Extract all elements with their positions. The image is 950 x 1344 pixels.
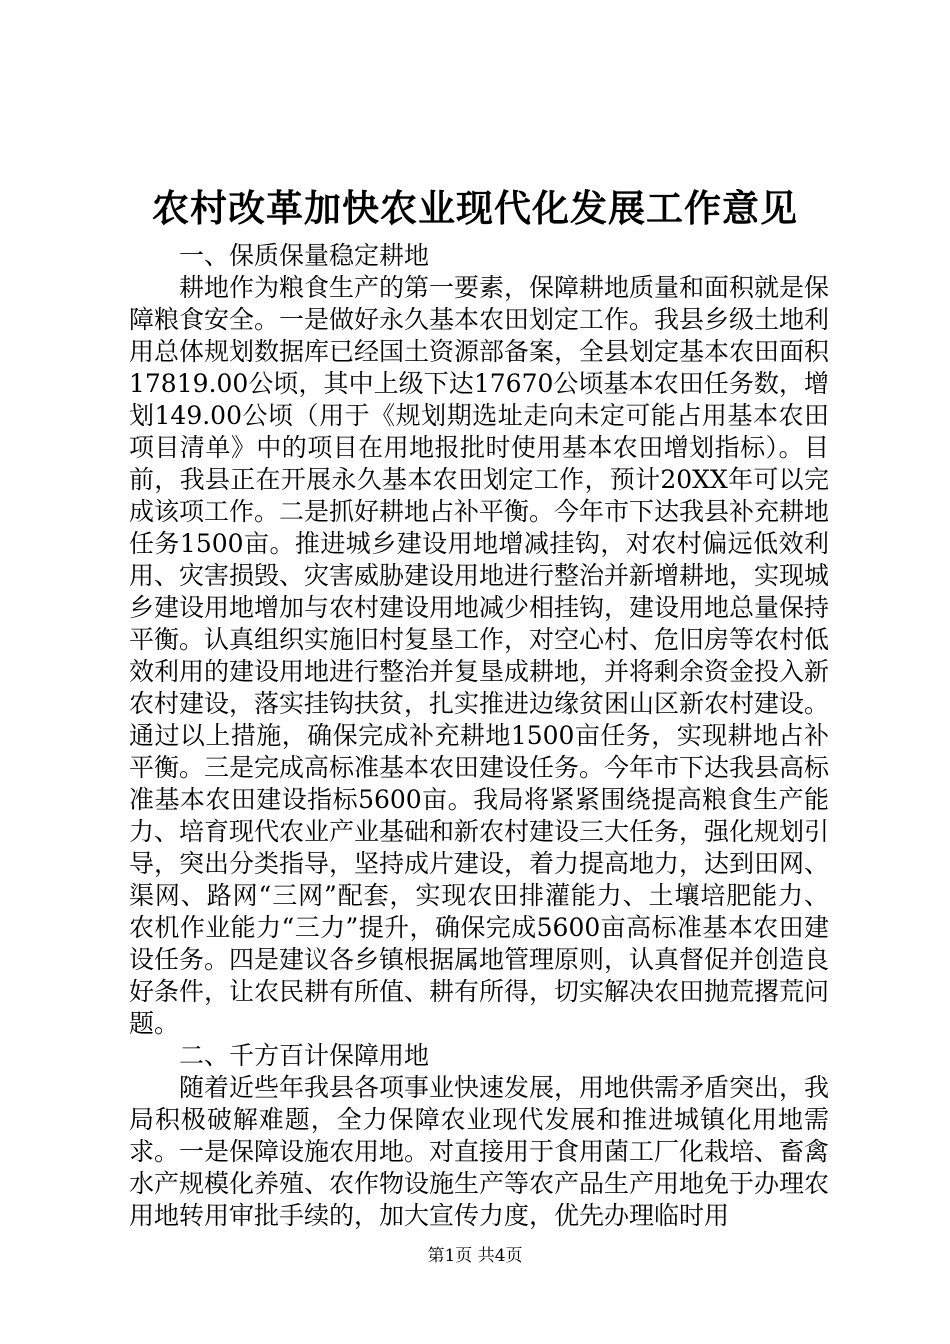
section-heading-2: 二、千方百计保障用地	[179, 1041, 430, 1070]
section-heading-1: 一、保质保量稳定耕地	[179, 241, 430, 270]
document-body	[129, 240, 829, 1232]
page-number-footer: 第1页 共4页	[427, 1246, 523, 1266]
section-paragraph-1: 耕地作为粮食生产的第一要素，保障耕地质量和面积就是保障粮食安全。一是做好永久基本农田划定工作。我县乡级土地利用总体规划数据库已经国土资源部备案，全县划定基本农田面积17819.00公顷，其中上级下达17670公顷基本农田任务数，增划149.00公顷（用于《规划期选址走向未定可能占用基本农田项目清单》中的项目在用地报批时使用基本农田增划指标）。目前，我县正在开展永久基本农田划定工作，预计20XX年可以完成该项工作。二是抓好耕地占补平衡。今年市下达我县补充耕地任务1500亩。推进城乡建设用地增减挂钩，对农村偏远低效利用、灾害损毁、灾害威胁建设用地进行整治并新增耕地，实现城乡建设用地增加与农村建设用地减少相挂钩，建设用地总量保持平衡。认真组织实施旧村复垦工作，对空心村、危旧房等农村低效利用的建设用地进行整治并复垦成耕地，并将剩余资金投入新农村建设，落实挂钩扶贫，扎实推进边缘贫困山区新农村建设。通过以上措施，确保完成补充耕地1500亩任务，实现耕地占补平衡。三是完成高标准基本农田建设任务。今年市下达我县高标准基本农田建设指标5600亩。我局将紧紧围绕提高粮食生产能力、培育现代农业产业基础和新农村建设三大任务，强化规划引导，突出分类指导，坚持成片建设，着力提高地力，达到田网、渠网、路网“三网”配套，实现农田排灌能力、土壤培肥能力、农机作业能力“三力”提升，确保完成5600亩高标准基本农田建设任务。四是建议各乡镇根据属地管理原则，认真督促并创造良好条件，让农民耕有所值、耕有所得，切实解决农田抛荒撂荒问题。	[129, 273, 830, 1038]
document-title: 农村改革加快农业现代化发展工作意见	[152, 186, 798, 230]
section-paragraph-2: 随着近些年我县各项事业快速发展，用地供需矛盾突出，我局积极破解难题，全力保障农业现代发展和推进城镇化用地需求。一是保障设施农用地。对直接用于食用菌工厂化栽培、畜禽水产规模化养殖、农作物设施生产等农产品生产用地免于办理农用地转用审批手续的，加大宣传力度，优先办理临时用	[129, 1073, 830, 1230]
